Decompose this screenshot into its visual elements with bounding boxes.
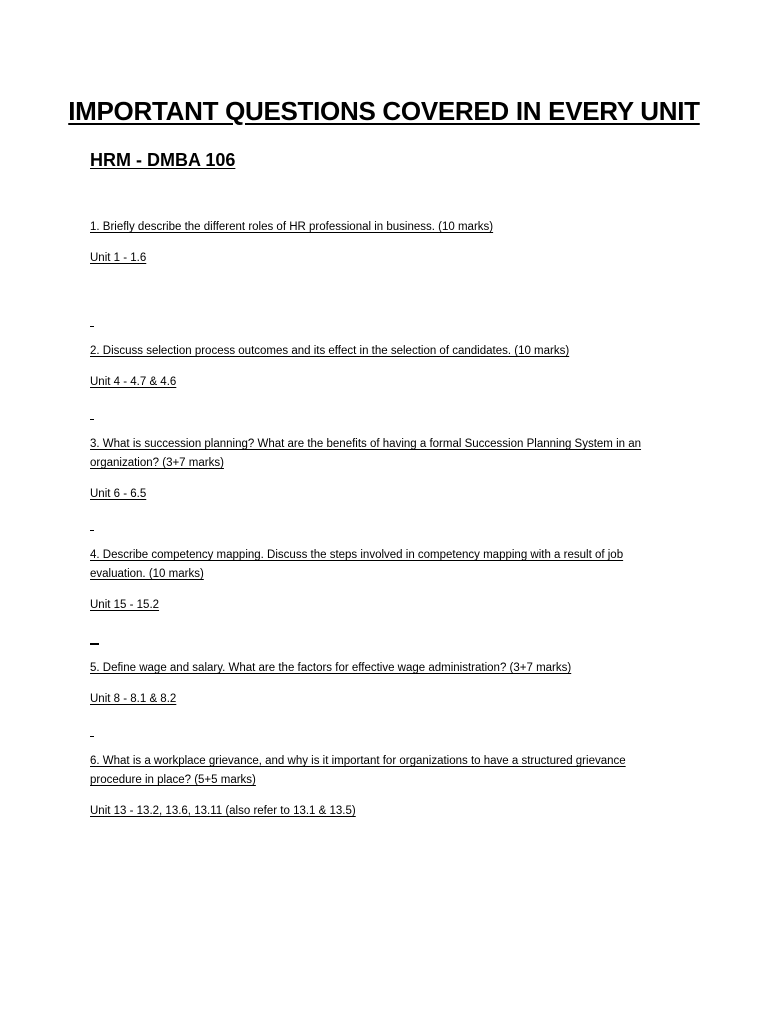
question-6-text-line-2: procedure in place? (5+5 marks)	[90, 774, 256, 786]
question-5-text: 5. Define wage and salary. What are the factors for effective wage administration? (3+7 marks)	[90, 662, 572, 674]
separator-mark	[90, 530, 94, 531]
question-1-unit-reference: Unit 1 - 1.6	[90, 252, 147, 264]
question-3-unit-reference: Unit 6 - 6.5	[90, 488, 147, 500]
course-code-heading: HRM - DMBA 106	[90, 150, 236, 170]
question-3-text-line-1: 3. What is succession planning? What are the benefits of having a formal Succession Planning System in an	[90, 438, 642, 450]
separator-mark	[90, 736, 94, 737]
question-6-unit-reference: Unit 13 - 13.2, 13.6, 13.11 (also refer to 13.1 & 13.5)	[90, 805, 356, 817]
question-4-text-line-2: evaluation. (10 marks)	[90, 568, 204, 580]
question-3-text-line-2: organization? (3+7 marks)	[90, 457, 224, 469]
page-title: IMPORTANT QUESTIONS COVERED IN EVERY UNIT	[68, 96, 700, 126]
separator-mark	[90, 643, 99, 645]
separator-mark	[90, 326, 94, 327]
question-1-text: 1. Briefly describe the different roles of HR professional in business. (10 marks)	[90, 221, 494, 233]
separator-mark	[90, 419, 94, 420]
question-6-text-line-1: 6. What is a workplace grievance, and why is it important for organizations to have a structured grievance	[90, 755, 626, 767]
question-2-text: 2. Discuss selection process outcomes and its effect in the selection of candidates. (10 marks)	[90, 345, 570, 357]
question-4-unit-reference: Unit 15 - 15.2	[90, 599, 160, 611]
question-2-unit-reference: Unit 4 - 4.7 & 4.6	[90, 376, 177, 388]
question-5-unit-reference: Unit 8 - 8.1 & 8.2	[90, 693, 177, 705]
question-4-text-line-1: 4. Describe competency mapping. Discuss the steps involved in competency mapping with a result of job	[90, 549, 624, 561]
